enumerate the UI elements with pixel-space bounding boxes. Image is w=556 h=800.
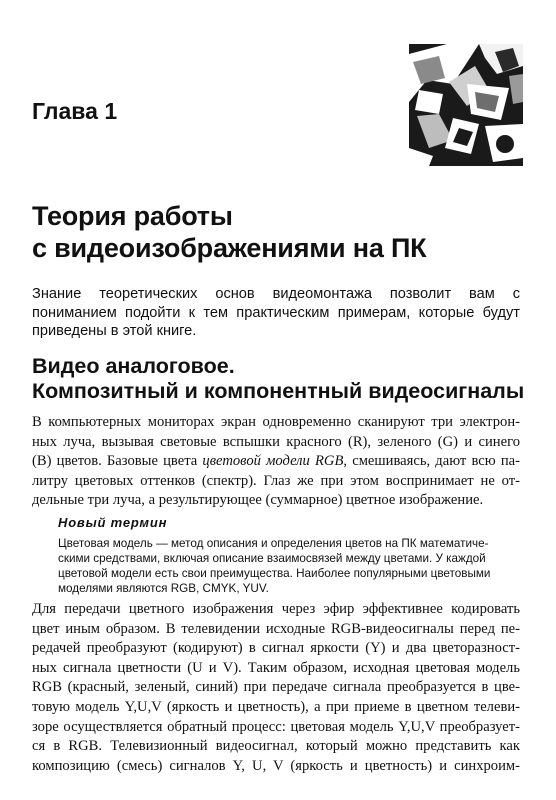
chapter-title-line: Теория работы [32, 201, 233, 231]
text-line: композицию (смесь) сигналов Y, U, V (яркость и цветность) и синхроим- [32, 757, 520, 774]
text-line: ных сигнала цветности (U и V). Таким образом, исходная цветовая модель [32, 659, 520, 676]
text-line: Для передачи цветного изображения через эфир эффективнее кодировать [32, 601, 520, 617]
text-line: цвет иным образом. В телевидении исходные RGB-видеосигналы перед пе- [32, 620, 520, 637]
body-paragraph [32, 600, 520, 776]
chapter-title [32, 200, 426, 264]
note-line: моделями являются RGB, CMYK, YUV. [58, 582, 269, 595]
note-line: Цветовая модель — метод описания и определения цветов на ПК математиче- [58, 537, 489, 550]
section-title-line: Композитный и компонентный видеосигналы [32, 379, 525, 403]
section-title-line: Видео аналоговое. [32, 354, 235, 378]
text-line: литру цветовых оттенков (спектр). Глаз же при этом воспринимает не от- [32, 472, 520, 489]
body-paragraph [32, 413, 520, 511]
text-line: ных луча, вызывая световые вспышки красного (R), зеленого (G) и синего [32, 433, 520, 450]
new-term-body [58, 536, 522, 596]
chapter-title-line: с видеоизображениями на ПК [32, 233, 427, 263]
intro-paragraph: Знание теоретических основ видеомонтажа позволит вам с пониманием подойти к тем практическим примерам, которые будут приведены в этой книге. [32, 286, 520, 339]
text-line: ся в RGB. Телевизионный видеосигнал, который можно представить как [32, 738, 520, 755]
text-run: , смешиваясь, дают всю па- [343, 453, 520, 470]
text-line: товую модель Y,U,V (яркость и цветность), а при приеме в цветном телеви- [32, 698, 520, 715]
text-line: дельные три луча, а результирующее (суммарное) цветное изображение. [32, 492, 484, 509]
text-line [32, 452, 520, 472]
text-line: RGB (красный, зеленый, синий) при передаче сигнала преобразуется в цве- [32, 679, 520, 696]
note-line: скими средствами, включая описание взаимосвязей между цветами. У каждой [58, 552, 486, 565]
new-term-heading: Новый термин [58, 515, 168, 530]
text-run: (B) цветов. Базовые цвета [32, 453, 203, 470]
text-line: зоре осуществляется обратный процесс: цветовая модель Y,U,V преобразует- [32, 718, 520, 735]
text-line: редачей преобразуют (кодируют) в сигнал яркости (Y) и два цветоразност- [32, 640, 520, 657]
chapter-decoration-image [409, 44, 523, 166]
text-line: В компьютерных мониторах экран одновременно сканируют три электрон- [32, 414, 520, 430]
section-title [32, 354, 524, 404]
note-line: цветовой модели есть свои преимущества. Наиболее популярными цветовыми [58, 567, 491, 580]
chapter-label: Глава 1 [32, 98, 118, 124]
new-term-note [58, 515, 522, 596]
emphasized-term: цветовой модели RGB [202, 453, 344, 470]
